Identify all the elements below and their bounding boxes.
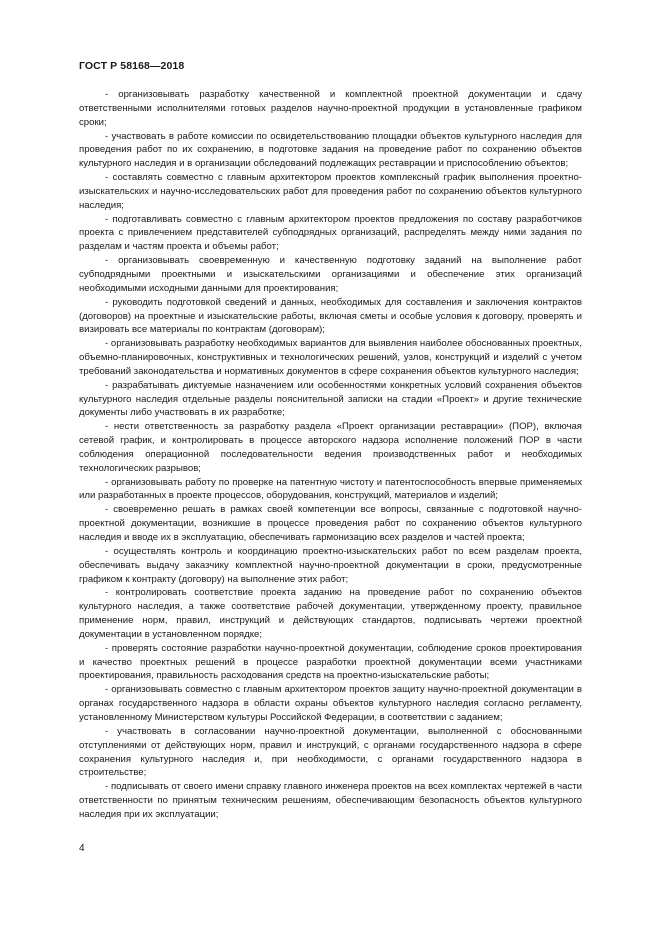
paragraph: - контролировать соответствие проекта заданию на проведение работ по сохранению объектов культурного наследия, а также соответствие рабочей документации, утвержденному проекту, правильное применение норм, правил, инструкций и действующих стандартов, подписывать чертежи проектной документации в установленном порядке;	[79, 587, 582, 640]
document-body	[79, 88, 582, 822]
paragraph: - организовывать совместно с главным архитектором проектов защиту научно-проектной документации в органах государственного надзора в области охраны объектов культурного наследия согласно регламенту, установленному Министерством культуры Российской Федерации, в соответствии с заданием;	[79, 684, 582, 723]
paragraph: - подготавливать совместно с главным архитектором проектов предложения по составу разработчиков проекта с привлечением представителей субподрядных организаций, распределять между ними задания по разделам и частям проекта и объемы работ;	[79, 213, 582, 253]
paragraph: - своевременно решать в рамках своей компетенции все вопросы, связанные с подготовкой научно-проектной документации, возникшие в процессе проведения работ по сохранению объектов культурного наследия и вводе их в эксплуатацию, обеспечивать гармонизацию всех разделов и частей проекта;	[79, 504, 582, 543]
paragraph: - осуществлять контроль и координацию проектно-изыскательских работ по всем разделам проекта, обеспечивать выдачу заказчику комплектной научно-проектной документации в сроки, предусмотренные графиком к контракту (договору) на выполнение этих работ;	[79, 545, 582, 585]
paragraph: - организовывать работу по проверке на патентную чистоту и патентоспособность впервые применяемых или разработанных в проекте процессов, оборудования, конструкций, материалов и изделий;	[79, 476, 582, 502]
paragraph: - руководить подготовкой сведений и данных, необходимых для составления и заключения контрактов (договоров) на проектные и изыскательские работы, включая сметы и особые условия к договору, проверять и визировать все материалы по контрактам (договорам);	[79, 296, 582, 336]
paragraph: - разрабатывать диктуемые назначением или особенностями конкретных условий сохранения объектов культурного наследия отдельные разделы пояснительной записки на стадии «Проект» и другие технические документы либо участвовать в их разработке;	[79, 379, 582, 419]
paragraph: - составлять совместно с главным архитектором проектов комплексный график выполнения проектно-изыскательских и научно-исследовательских работ для проведения работ по сохранению объектов культурного наследия;	[79, 172, 582, 211]
paragraph: - нести ответственность за разработку раздела «Проект организации реставрации» (ПОР), включая сетевой график, и контролировать в процессе авторского надзора исполнение положений ПОР в части соблюдения операционной последовательности ведения производственных работ и необходимых технологических разрывов;	[79, 421, 582, 474]
paragraph: - подписывать от своего имени справку главного инженера проектов на всех комплектах чертежей в части ответственности по принятым техническим решениям, обеспечивающим безопасность объектов культурного наследия при их эксплуатации;	[79, 781, 582, 820]
paragraph: - проверять состояние разработки научно-проектной документации, соблюдение сроков проектирования и качество проектных решений в процессе разработки проектной документации всеми участниками проектирования, правильность расходования средств на проектно-изыскательские работы;	[79, 642, 582, 682]
paragraph: - участвовать в согласовании научно-проектной документации, выполненной с обоснованными отступлениями от действующих норм, правил и инструкций, с органами государственного надзора в сфере сохранения культурного наследия и, при необходимости, с органами государственного надзора в строительстве;	[79, 725, 582, 779]
page-number: 4	[79, 843, 85, 854]
paragraph: - организовывать разработку качественной и комплектной проектной документации и сдачу ответственными исполнителями готовых разделов научно-проектной продукции в установленные графиком сроки;	[79, 89, 582, 128]
paragraph: - участвовать в работе комиссии по освидетельствованию площадки объектов культурного наследия для проведения работ по их сохранению, в подготовке задания на проведение работ по сохранению объектов культурного наследия и в организации обследований подлежащих реставрации и приспособлению объектов;	[79, 130, 582, 170]
paragraph: - организовывать своевременную и качественную подготовку заданий на выполнение работ субподрядными проектными и изыскательскими организациями и обеспечение этих организаций необходимыми исходными данными для проектирования;	[79, 255, 582, 294]
paragraph: - организовывать разработку необходимых вариантов для выявления наиболее обоснованных проектных, объемно-планировочных, конструктивных и технологических решений, узлов, конструкций и изделий с учетом требований законодательства и нормативных документов в сфере сохранения объектов культурного наследия;	[79, 338, 582, 377]
standard-header: ГОСТ Р 58168—2018	[79, 60, 185, 72]
